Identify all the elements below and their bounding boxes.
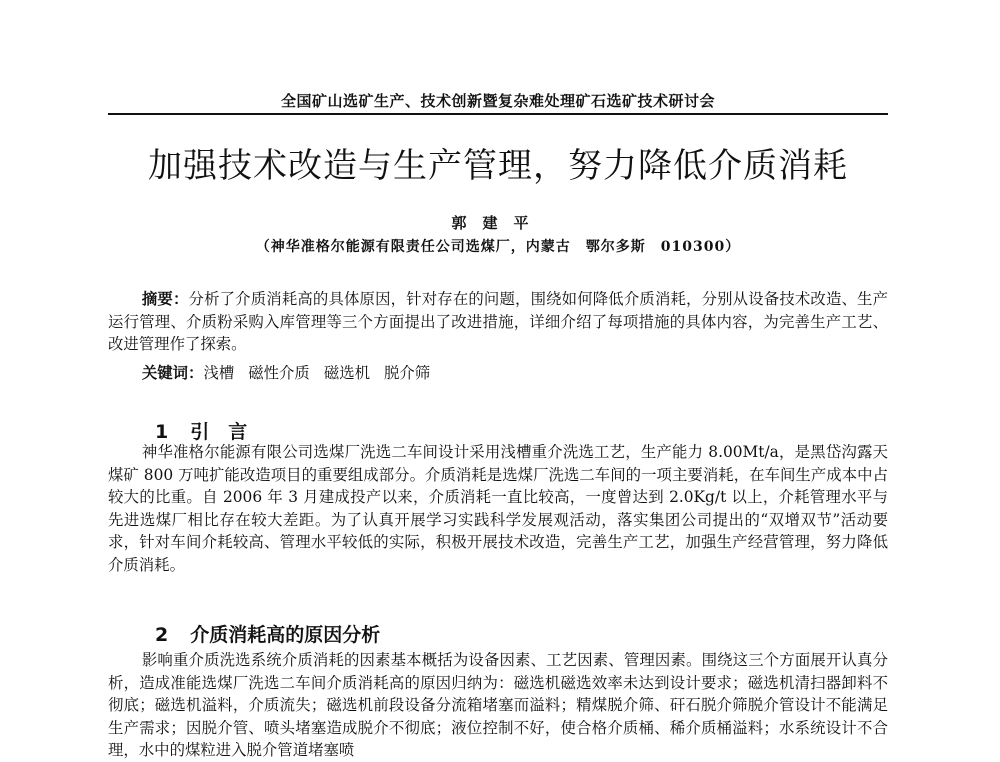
abstract-text: 分析了介质消耗高的具体原因，针对存在的问题，围绕如何降低介质消耗，分别从设备技术改造、生产运行管理、介质粉采购入库管理等三个方面提出了改进措施，详细介绍了每项措施的具体内容，为完善生产工艺、改进管理作了探索。 (108, 290, 888, 353)
section-title: 介质消耗高的原因分析 (190, 624, 381, 646)
author-affiliation: （神华准格尔能源有限责任公司选煤厂，内蒙古 鄂尔多斯 010300） (255, 239, 741, 255)
section-heading-2 (155, 620, 380, 647)
paper-title: 加强技术改造与生产管理，努力降低介质消耗 (148, 146, 848, 186)
section-heading-1 (155, 417, 247, 444)
keyword-item: 磁选机 (323, 364, 371, 382)
keywords-label: 关键词： (141, 364, 204, 382)
section-number: 2 (155, 624, 169, 646)
section-title: 引 言 (190, 421, 248, 443)
section-body-2: 影响重介质洗选系统介质消耗的因素基本概括为设备因素、工艺因素、管理因素。围绕这三个方面展开认真分析，造成准能选煤厂洗选二车间介质消耗高的原因归纳为：磁选机磁选效率未达到设计要求；磁选机清扫器卸料不彻底；磁选机溢料，介质流失；磁选机前段设备分流箱堵塞而溢料；精煤脱介筛、矸石脱介筛脱介管设计不能满足生产需求；因脱介管、喷头堵塞造成脱介不彻底；液位控制不好，使合格介质桶、稀介质桶溢料；水系统设计不合理，水中的煤粒进入脱介管道堵塞喷 (108, 651, 888, 759)
abstract-label: 摘要： (141, 290, 189, 308)
section-number: 1 (155, 421, 169, 443)
keyword-item: 磁性介质 (248, 364, 310, 382)
header-rule (108, 113, 888, 115)
keyword-item: 脱介筛 (384, 364, 431, 382)
conference-header: 全国矿山选矿生产、技术创新暨复杂难处理矿石选矿技术研讨会 (280, 92, 715, 110)
abstract (108, 288, 888, 356)
keyword-item: 浅槽 (203, 364, 235, 382)
author-name: 郭建平 (451, 214, 545, 232)
keywords (108, 362, 888, 385)
section-body-1: 神华准格尔能源有限公司选煤厂洗选二车间设计采用浅槽重介洗选工艺，生产能力 8.00Mt/a，是黑岱沟露天煤矿 800 万吨扩能改造项目的重要组成部分。介质消耗是选煤厂洗选二车间的一项主要消耗，在车间生产成本中占较大的比重。自 2006 年 3 月建成投产以来，介质消耗一直比较高，一度曾达到 2.0Kg/t 以上，介耗管理水平与先进选煤厂相比存在较大差距。为了认真开展学习实践科学发展观活动，落实集团公司提出的“双增双节”活动要求，针对车间介耗较高、管理水平较低的实际，积极开展技术改造，完善生产工艺，加强生产经营管理，努力降低介质消耗。 (108, 443, 888, 574)
